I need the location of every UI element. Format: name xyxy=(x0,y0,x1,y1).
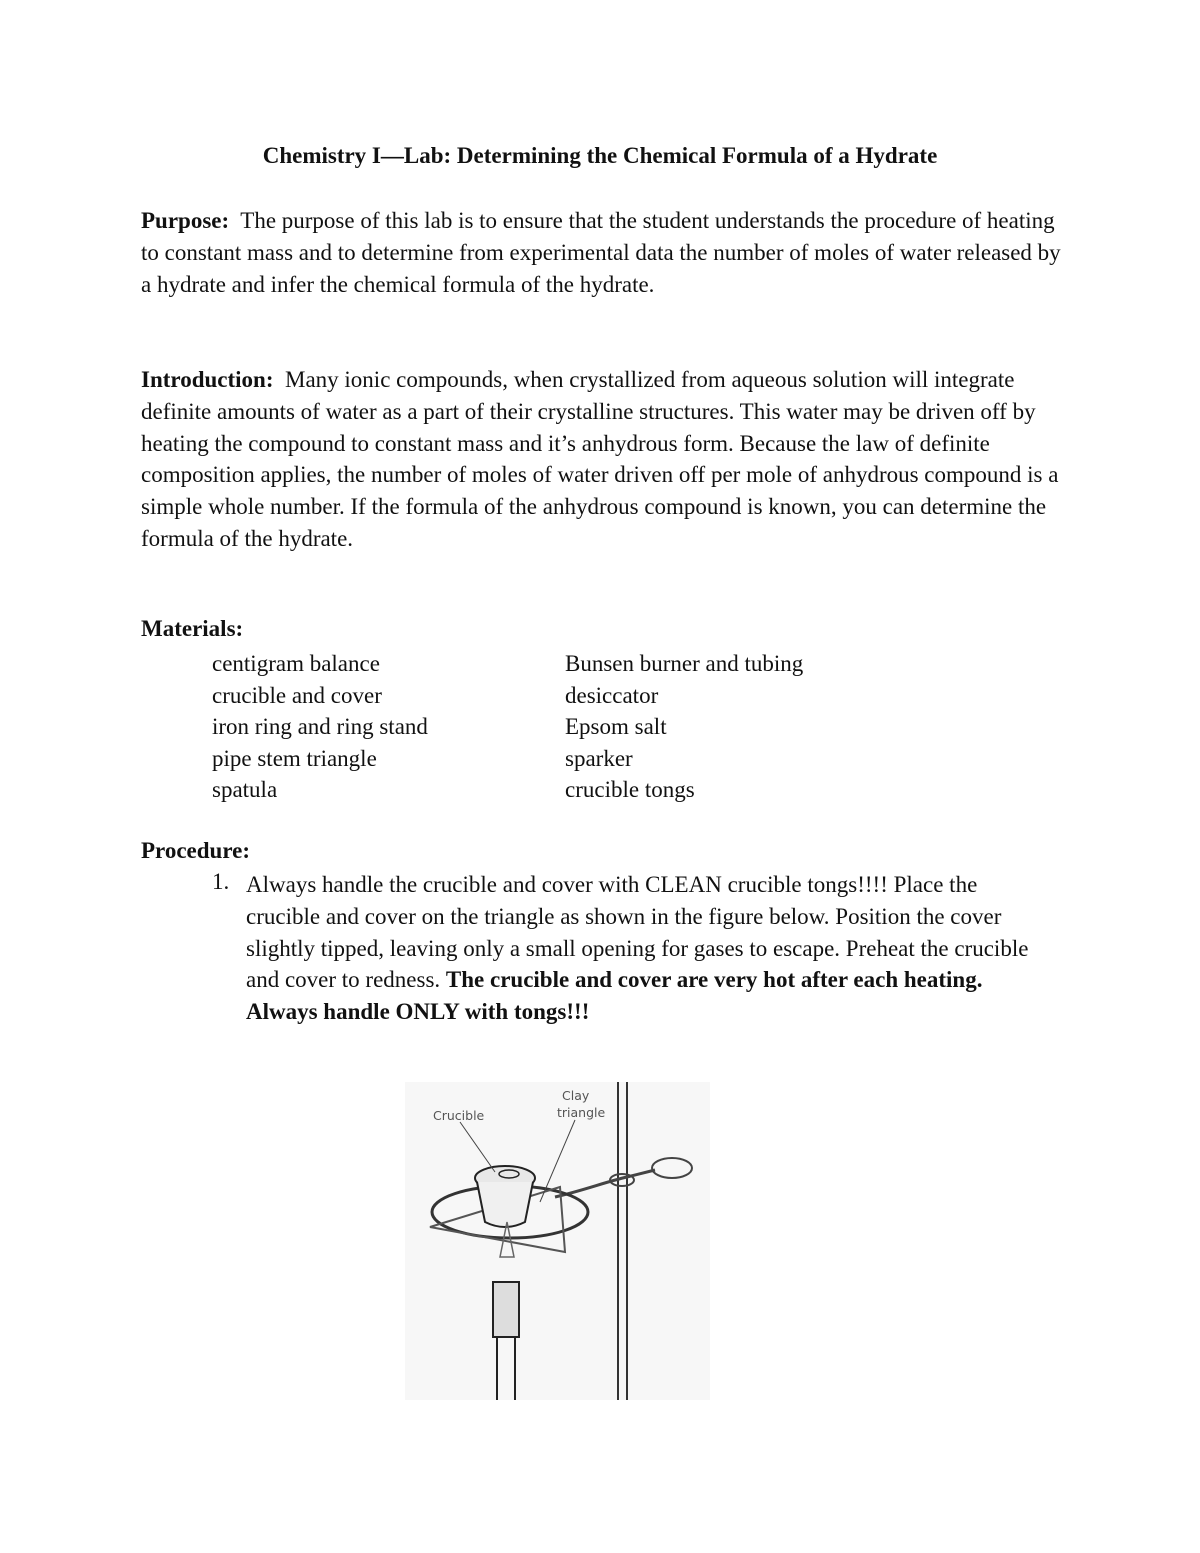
purpose-label: Purpose: xyxy=(141,208,230,233)
material-item: crucible and cover xyxy=(212,682,382,708)
purpose-text: The purpose of this lab is to ensure that the student understands the procedure of heating to constant mass and to determine from experimental data the number of moles of water released by a hydrate and infer the chemical formula of the hydrate. xyxy=(141,208,1061,297)
step-text xyxy=(246,869,1056,1028)
step-instruction: Always handle the crucible and cover with CLEAN crucible tongs!!!! Place the crucible and cover on the triangle as shown in the figure below. Position the cover slightly tipped, leaving only a small opening for gases to escape. Preheat the crucible and cover to redness. xyxy=(246,872,1029,993)
procedure-label: Procedure: xyxy=(141,838,251,863)
crucible-label: Crucible xyxy=(433,1108,485,1123)
crucible xyxy=(477,1182,533,1227)
page-title: Chemistry I—Lab: Determining the Chemical Formula of a Hydrate xyxy=(262,143,938,168)
introduction-text: Many ionic compounds, when crystallized from aqueous solution will integrate definite amounts of water as a part of their crystalline structures. This water may be driven off by heating the compound to constant mass and it’s anhydrous form. Because the law of definite composition applies, the number of moles of water driven off per mole of anhydrous compound is a simple whole number. If the formula of the anhydrous compound is known, you can determine the formula of the hydrate. xyxy=(141,367,1059,551)
material-item: desiccator xyxy=(565,682,659,708)
material-item: centigram balance xyxy=(212,651,380,676)
figure-background xyxy=(405,1082,710,1400)
material-item: pipe stem triangle xyxy=(212,745,377,771)
material-item: iron ring and ring stand xyxy=(212,714,428,739)
material-item: crucible tongs xyxy=(565,777,695,802)
material-item: sparker xyxy=(565,745,633,771)
step-number: 1. xyxy=(212,869,230,894)
materials-right-column xyxy=(565,648,803,806)
step-warning: The crucible and cover are very hot after each heating. Always handle ONLY with tongs!!! xyxy=(246,967,983,1025)
clay-label-line1: Clay xyxy=(562,1088,590,1103)
clay-label-line2: triangle xyxy=(557,1105,606,1120)
purpose-section xyxy=(141,205,1061,300)
bunsen-burner xyxy=(493,1282,519,1337)
materials-label: Materials: xyxy=(141,616,244,641)
material-item: Epsom salt xyxy=(565,714,667,739)
material-item: spatula xyxy=(212,777,278,802)
introduction-label: Introduction: xyxy=(141,367,274,392)
crucible-apparatus-figure xyxy=(405,1082,710,1400)
material-item: Bunsen burner and tubing xyxy=(565,651,804,676)
materials-left-column xyxy=(212,648,428,806)
introduction-section xyxy=(141,364,1061,555)
